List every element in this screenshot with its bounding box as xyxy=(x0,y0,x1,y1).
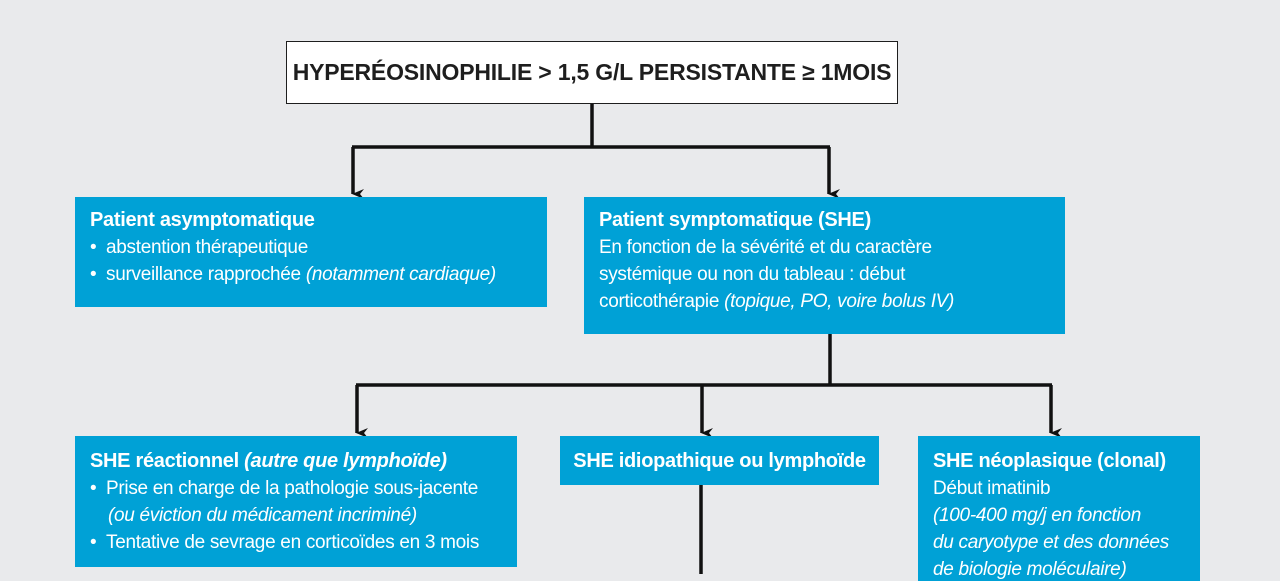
idiopathic-box xyxy=(560,436,879,485)
asymptomatic-title: Patient asymptomatique xyxy=(90,209,315,231)
symptomatic-box xyxy=(584,197,1065,334)
bullet-icon: • xyxy=(90,478,97,499)
symptomatic-title: Patient symptomatique (SHE) xyxy=(599,209,871,231)
list-item: • surveillance rapprochée (notamment cardiaque) xyxy=(90,261,532,288)
neoplastic-line: (100-400 mg/j en fonction xyxy=(933,505,1141,526)
neoplastic-line: du caryotype et des données xyxy=(933,532,1169,553)
list-item: • Tentative de sevrage en corticoïdes en 3 mois xyxy=(90,529,502,556)
neoplastic-box xyxy=(918,436,1200,581)
list-item: • abstention thérapeutique xyxy=(90,234,532,261)
idiopathic-title: SHE idiopathique ou lymphoïde xyxy=(573,449,866,472)
neoplastic-title: SHE néoplasique (clonal) xyxy=(933,450,1166,472)
root-title: HYPERÉOSINOPHILIE > 1,5 G/L PERSISTANTE ≥ 1MOIS xyxy=(292,59,892,85)
list-item: • Prise en charge de la pathologie sous-jacente (ou éviction du médicament incriminé) xyxy=(90,475,502,529)
bullet-icon: • xyxy=(90,532,97,553)
bullet-icon: • xyxy=(90,237,97,258)
symptomatic-line: corticothérapie (topique, PO, voire bolus IV) xyxy=(599,291,955,312)
bullet-icon: • xyxy=(90,264,97,285)
symptomatic-line: En fonction de la sévérité et du caractère xyxy=(599,237,932,258)
neoplastic-line: Début imatinib xyxy=(933,478,1051,499)
neoplastic-line: de biologie moléculaire) xyxy=(933,559,1127,580)
reactional-title: SHE réactionnel (autre que lymphoïde) xyxy=(90,450,447,472)
asymptomatic-list xyxy=(90,234,532,288)
reactional-box xyxy=(75,436,517,567)
symptomatic-line: systémique ou non du tableau : début xyxy=(599,264,906,285)
asymptomatic-box xyxy=(75,197,547,307)
reactional-list xyxy=(90,475,502,556)
root-box xyxy=(286,41,898,104)
